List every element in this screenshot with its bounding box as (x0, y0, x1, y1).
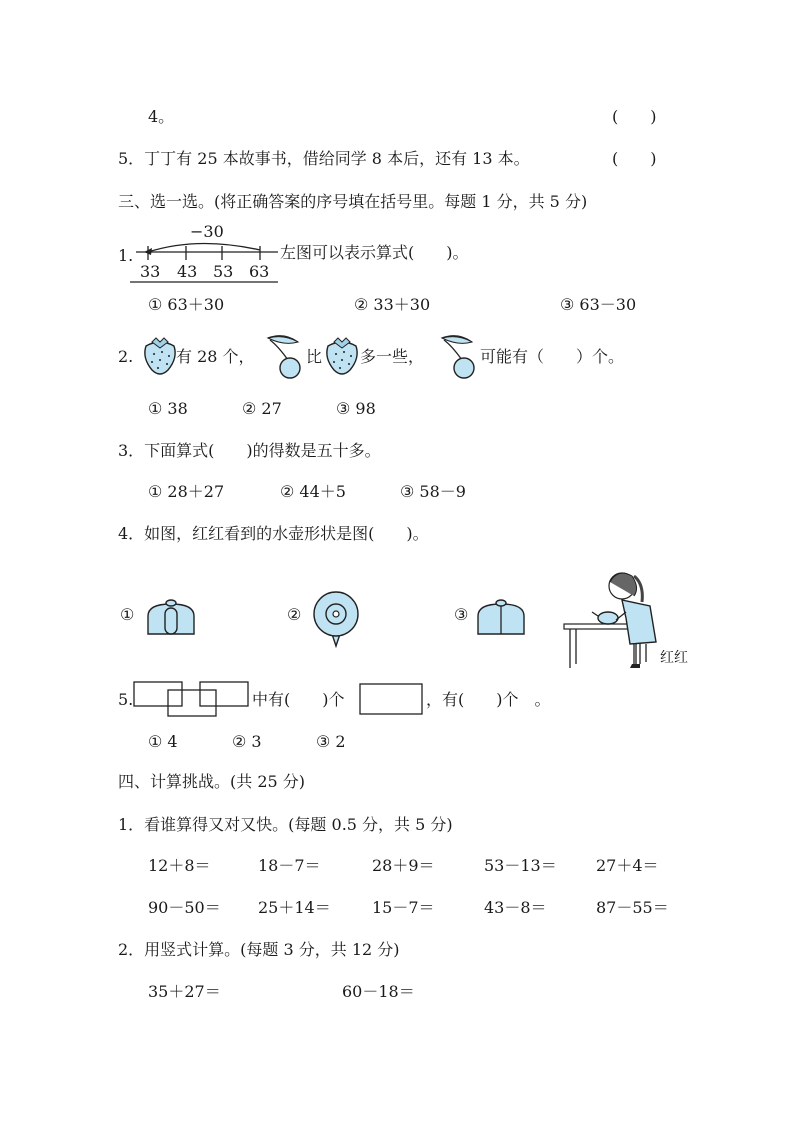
teapot-side-view-b (474, 594, 528, 638)
section4-heading: 四、计算挑战。(共 25 分) (118, 772, 306, 791)
cherry-icon (440, 332, 480, 380)
calc-item[interactable]: 15－7＝ (372, 898, 435, 917)
calc-item[interactable]: 12＋8＝ (148, 856, 211, 875)
option[interactable]: ② 3 (232, 732, 262, 751)
s3-q5-text2: ，有( )个 。 (426, 690, 551, 709)
s3-q5-text1: 中有( )个 (252, 690, 345, 709)
option[interactable]: ③ 63－30 (560, 295, 637, 314)
section3-heading: 三、选一选。(将正确答案的序号填在括号里。每题 1 分，共 5 分) (118, 192, 588, 211)
choice-label[interactable]: ① (120, 605, 135, 624)
option[interactable]: ② 44＋5 (280, 482, 346, 501)
calc-item[interactable]: 53－13＝ (484, 856, 557, 875)
s3-q2-text3: 多一些， (360, 347, 425, 366)
tick-label: 33 (140, 262, 161, 281)
strawberry-icon (322, 336, 362, 378)
s3-q1-text: 左图可以表示算式( )。 (280, 243, 469, 262)
option[interactable]: ② 27 (242, 399, 282, 418)
s3-q3-text: 3．下面算式( )的得数是五十多。 (118, 441, 381, 460)
judge-q4-answer-blank[interactable]: ( ) (612, 107, 657, 126)
calc-item[interactable]: 18－7＝ (258, 856, 321, 875)
girl-caption: 红红 (660, 650, 688, 666)
option[interactable]: ① 38 (148, 399, 188, 418)
option[interactable]: ② 33＋30 (354, 295, 431, 314)
option[interactable]: ① 63＋30 (148, 295, 225, 314)
s3-q1-number: 1. (118, 246, 134, 265)
calc-item[interactable]: 87－55＝ (596, 898, 669, 917)
arc-label: −30 (190, 222, 224, 241)
tick-label: 43 (177, 262, 198, 281)
calc-item[interactable]: 28＋9＝ (372, 856, 435, 875)
vertical-calc-item[interactable]: 35＋27＝ (148, 982, 221, 1001)
s3-q2-text1: 有 28 个， (176, 347, 255, 366)
choice-label[interactable]: ② (287, 605, 302, 624)
judge-q4-text: 4。 (148, 107, 175, 126)
s3-q4-text: 4．如图，红红看到的水壶形状是图( )。 (118, 524, 429, 543)
tick-label: 53 (213, 262, 234, 281)
option[interactable]: ③ 58－9 (400, 482, 466, 501)
s3-q2-text2: 比 (306, 347, 323, 366)
option[interactable]: ① 4 (148, 732, 178, 751)
strawberry-icon (140, 336, 180, 378)
rectangle-shape-icon (358, 682, 424, 716)
calc-item[interactable]: 43－8＝ (484, 898, 547, 917)
s3-q5-number: 5. (118, 690, 134, 709)
s4-q2-title: 2．用竖式计算。(每题 3 分，共 12 分) (118, 940, 400, 959)
calc-item[interactable]: 27＋4＝ (596, 856, 659, 875)
s4-q1-title: 1．看谁算得又对又快。(每题 0.5 分，共 5 分) (118, 815, 453, 834)
choice-label[interactable]: ③ (454, 605, 469, 624)
s3-q2-text4: 可能有（ ）个。 (480, 347, 625, 366)
tick-label: 63 (249, 262, 270, 281)
calc-item[interactable]: 25＋14＝ (258, 898, 331, 917)
s3-q2-number: 2. (118, 347, 134, 366)
judge-q5-text: 5．丁丁有 25 本故事书，借给同学 8 本后，还有 13 本。 (118, 149, 530, 168)
teapot-top-view (310, 590, 362, 648)
calc-item[interactable]: 90－50＝ (148, 898, 221, 917)
option[interactable]: ③ 98 (336, 399, 376, 418)
cherry-icon (266, 332, 306, 380)
judge-q5-answer-blank[interactable]: ( ) (612, 149, 657, 168)
teapot-side-view-a (144, 594, 198, 638)
vertical-calc-item[interactable]: 60－18＝ (342, 982, 415, 1001)
option[interactable]: ③ 2 (316, 732, 346, 751)
option[interactable]: ① 28＋27 (148, 482, 225, 501)
overlapping-rectangles-figure (132, 680, 252, 720)
